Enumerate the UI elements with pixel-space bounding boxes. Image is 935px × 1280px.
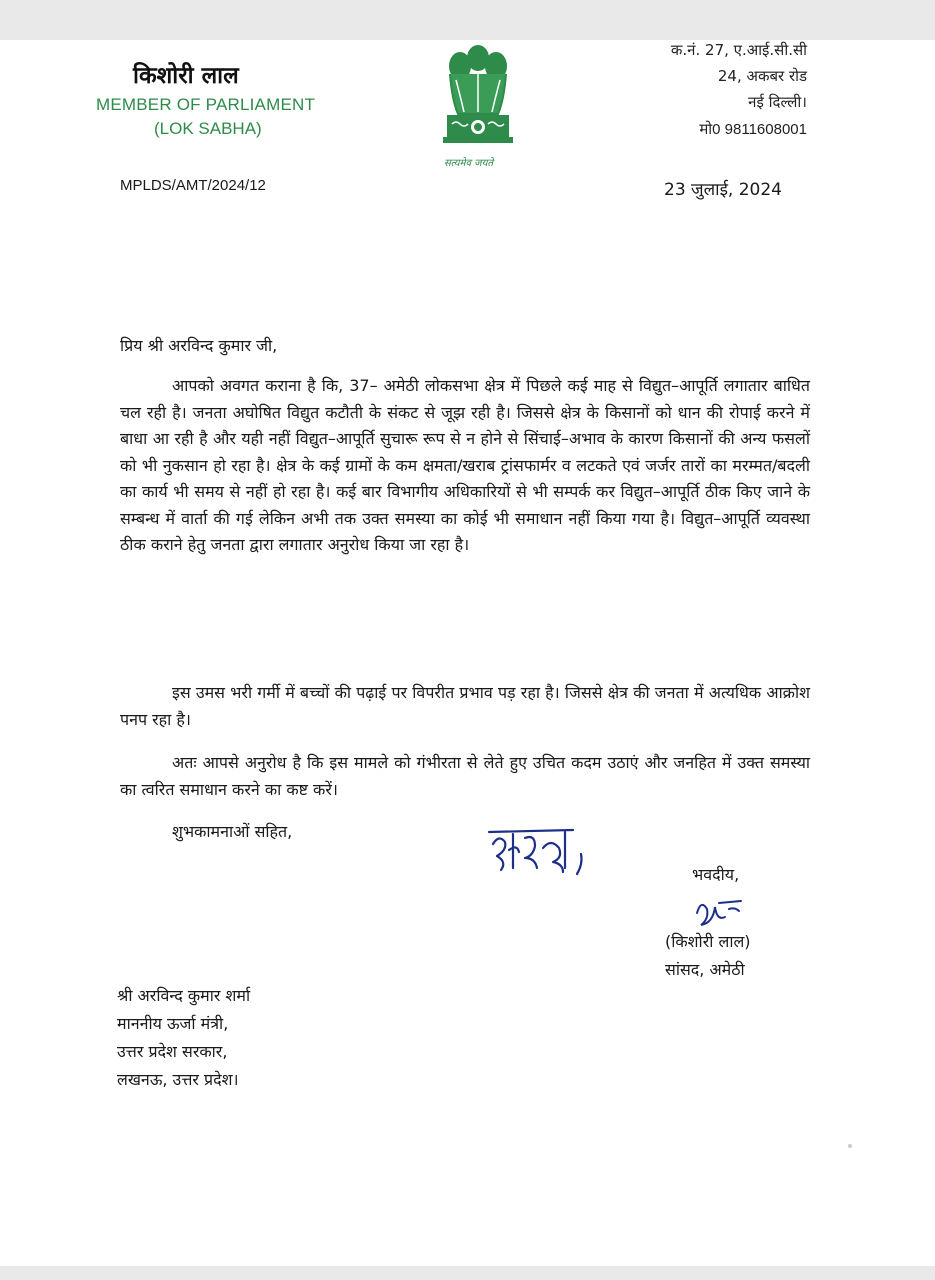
ashoka-emblem-icon bbox=[438, 40, 518, 170]
letter-page bbox=[0, 40, 935, 1266]
recipient-city: लखनऊ, उत्तर प्रदेश। bbox=[117, 1070, 239, 1089]
letterhead-designation: MEMBER OF PARLIAMENT bbox=[96, 95, 316, 114]
sign-off-bhavdiya: भवदीय, bbox=[692, 865, 740, 884]
recipient-name: श्री अरविन्द कुमार शर्मा bbox=[117, 986, 251, 1005]
letter-date: 23 जुलाई, 2024 bbox=[664, 180, 782, 200]
body-paragraph-3: अतः आपसे अनुरोध है कि इस मामले को गंभीरता से लेते हुए उचित कदम उठाएं और जनहित में उक्त समस्या का त्वरित समाधान करने का कष्ट करें। bbox=[120, 753, 810, 799]
body-paragraph-1: आपको अवगत कराना है कि, 37– अमेठी लोकसभा क्षेत्र में पिछले कई माह से विद्युत–आपूर्ति लगातार बाधित चल रही है। जनता अघोषित विद्युत कटौती के संकट से जूझ रही है। जिससे क्षेत्र के किसानों को धान की रोपाई करने में बाधा आ रही है और यही नहीं विद्युत–आपूर्ति सुचारू रूप से न होने से सिंचाई–अभाव के कारण किसानों की अन्य फसलों को भी नुकसान हो रहा है। क्षेत्र के कई ग्रामों के कम क्षमता/खराब ट्रांसफार्मर व लटकते एवं जर्जर तारों का मरम्मत/बदली का कार्य भी समय से नहीं हो रहा है। कई बार विभागीय अधिकारियों से भी सम्पर्क कर विद्युत–आपूर्ति ठीक किए जाने के सम्बन्ध में वार्ता की गई लेकिन अभी तक उक्त समस्या का कोई भी समाधान नहीं किया गया है। विद्युत–आपूर्ति व्यवस्था ठीक कराने हेतु जनता द्वारा लगातार अनुरोध किया जा रहा है। bbox=[120, 376, 810, 554]
sender-designation: सांसद, अमेठी bbox=[665, 960, 745, 979]
address-line-1: क.नं. 27, ए.आई.सी.सी bbox=[670, 41, 807, 59]
sender-name: (किशोरी लाल) bbox=[665, 932, 751, 951]
recipient-title: माननीय ऊर्जा मंत्री, bbox=[117, 1014, 229, 1033]
letterhead-house: (LOK SABHA) bbox=[154, 119, 262, 138]
closing-greeting: शुभकामनाओं सहित, bbox=[172, 822, 293, 841]
recipient-government: उत्तर प्रदेश सरकार, bbox=[117, 1042, 228, 1061]
address-line-3: नई दिल्ली। bbox=[748, 93, 807, 111]
mobile-number: मो0 9811608001 bbox=[699, 121, 807, 138]
paper-speck bbox=[848, 1144, 852, 1148]
emblem-motto: सत्यमेव जयते bbox=[444, 158, 494, 169]
reference-number: MPLDS/AMT/2024/12 bbox=[120, 177, 266, 194]
signature-mark bbox=[693, 897, 749, 933]
handwritten-saadar bbox=[485, 824, 595, 880]
address-line-2: 24, अकबर रोड bbox=[717, 67, 807, 85]
salutation: प्रिय श्री अरविन्द कुमार जी, bbox=[120, 336, 278, 355]
body-paragraph-2: इस उमस भरी गर्मी में बच्चों की पढ़ाई पर विपरीत प्रभाव पड़ रहा है। जिससे क्षेत्र की जनता में अत्यधिक आक्रोश पनप रहा है। bbox=[120, 683, 810, 729]
letterhead-name: किशोरी लाल bbox=[133, 63, 239, 89]
